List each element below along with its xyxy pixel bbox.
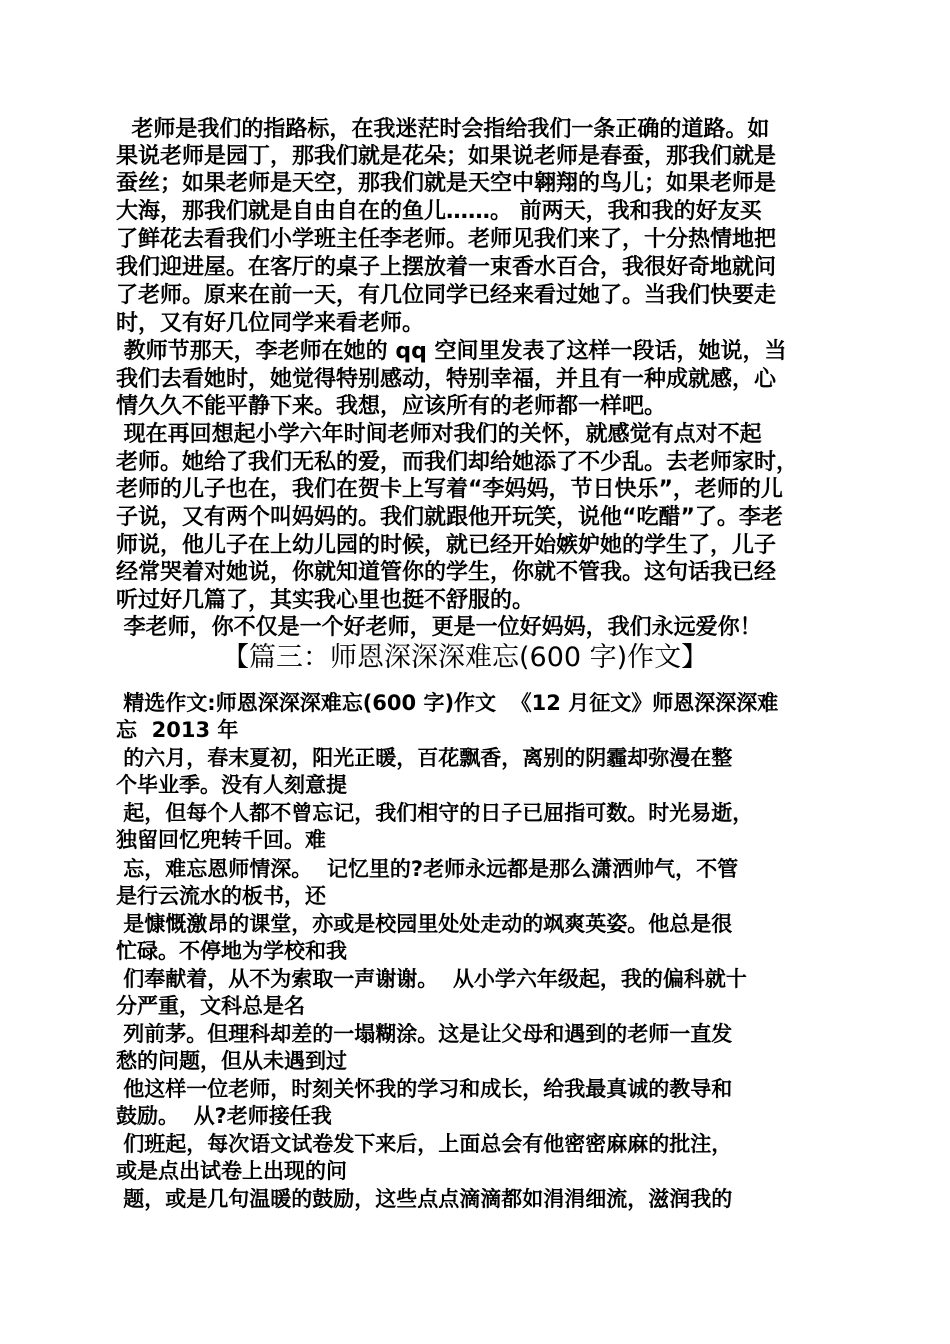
paragraph-line: 独留回忆兜转千回。难 (116, 828, 326, 852)
paragraph-line: 列前茅。但理科却差的一塌糊涂。这是让父母和遇到的老师一直发 (116, 1022, 733, 1046)
paragraph-line: 分严重，文科总是名 (116, 994, 305, 1018)
paragraph-line: 子说，又有两个叫妈妈的。我们就跟他开玩笑，说他“吃醋”了。李老 (116, 505, 783, 530)
paragraph-line: 的六月，春末夏初，阳光正暖，百花飘香，离别的阴霾却弥漫在整 (116, 746, 733, 770)
paragraph-line: 经常哭着对她说，你就知道管你的学生，你就不管我。这句话我已经 (116, 560, 777, 585)
paragraph-line: 李老师，你不仅是一个好老师，更是一位好妈妈，我们永远爱你！ (116, 615, 762, 640)
paragraph-line: 了鲜花去看我们小学班主任李老师。老师见我们来了，十分热情地把 (116, 227, 777, 252)
paragraph-line: 老师。她给了我们无私的爱，而我们却给她添了不少乱。去老师家时， (116, 450, 799, 475)
paragraph-line: 或是点出试卷上出现的问 (116, 1159, 347, 1183)
paragraph-line: 教师节那天，李老师在她的 qq 空间里发表了这样一段话，她说，当 (116, 339, 787, 364)
paragraph-line: 大海，那我们就是自由自在的鱼儿……。 前两天，我和我的好友买 (116, 199, 762, 224)
paragraph-line: 鼓励。 从?老师接任我 (116, 1104, 332, 1128)
paragraph-line: 起，但每个人都不曾忘记，我们相守的日子已屈指可数。时光易逝， (116, 801, 754, 825)
paragraph-line: 是行云流水的板书，还 (116, 884, 326, 908)
paragraph-line: 果说老师是园丁，那我们就是花朵；如果说老师是春蚕，那我们就是 (116, 144, 777, 169)
paragraph-line: 个毕业季。没有人刻意提 (116, 773, 347, 797)
paragraph-line: 题，或是几句温暖的鼓励，这些点点滴滴都如涓涓细流，滋润我的 (116, 1187, 733, 1211)
paragraph-line: 是慷慨激昂的课堂，亦或是校园里处处走动的飒爽英姿。他总是很 (116, 912, 733, 936)
paragraph-line: 情久久不能平静下来。我想，应该所有的老师都一样吧。 (116, 394, 667, 419)
paragraph-line: 们班起，每次语文试卷发下来后，上面总会有他密密麻麻的批注， (116, 1132, 733, 1156)
paragraph-line: 忙碌。不停地为学校和我 (116, 939, 347, 963)
paragraph-line: 现在再回想起小学六年时间老师对我们的关怀，就感觉有点对不起 (116, 422, 762, 447)
paragraph-line: 们奉献着，从不为索取一声谢谢。 从小学六年级起，我的偏科就十 (116, 967, 747, 991)
paragraph-line: 我们去看她时，她觉得特别感动，特别幸福，并且有一种成就感，心 (116, 367, 777, 392)
paragraph-line: 了老师。原来在前一天，有几位同学已经来看过她了。当我们快要走 (116, 283, 777, 308)
section-heading: 【篇三：师恩深深深难忘(600 字)作文】 (222, 642, 709, 673)
paragraph-line: 蚕丝；如果老师是天空，那我们就是天空中翱翔的鸟儿；如果老师是 (116, 171, 777, 196)
paragraph-line: 精选作文:师恩深深深难忘(600 字)作文 《12 月征文》师恩深深深难 (116, 691, 779, 715)
paragraph-line: 听过好几篇了，其实我心里也挺不舒服的。 (116, 588, 535, 613)
paragraph-line: 忘 2013 年 (116, 718, 239, 742)
paragraph-line: 愁的问题，但从未遇到过 (116, 1049, 347, 1073)
paragraph-line: 老师的儿子也在，我们在贺卡上写着“李妈妈，节日快乐”，老师的儿 (116, 477, 783, 502)
paragraph-line: 我们迎进屋。在客厅的桌子上摆放着一束香水百合，我很好奇地就问 (116, 255, 777, 280)
paragraph-line: 忘，难忘恩师情深。 记忆里的?老师永远都是那么潇洒帅气，不管 (116, 857, 739, 881)
paragraph-line: 老师是我们的指路标，在我迷茫时会指给我们一条正确的道路。如 (116, 117, 770, 142)
paragraph-line: 他这样一位老师，时刻关怀我的学习和成长，给我最真诚的教导和 (116, 1077, 733, 1101)
paragraph-line: 师说，他儿子在上幼儿园的时候，就已经开始嫉妒她的学生了，儿子 (116, 533, 777, 558)
paragraph-line: 时，又有好几位同学来看老师。 (116, 311, 425, 336)
